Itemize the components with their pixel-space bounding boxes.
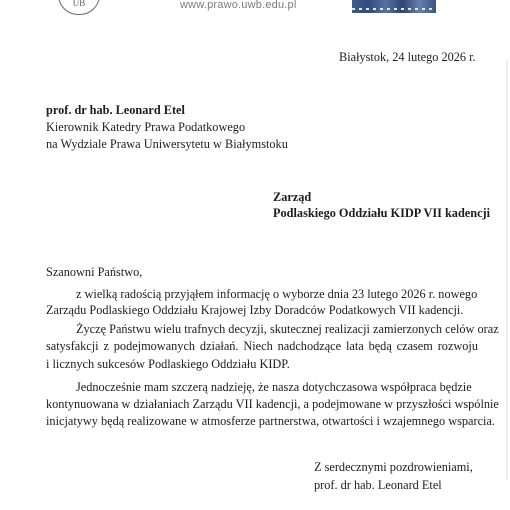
- body-line: inicjatywy będą realizowane w atmosferze partnerstwa, otwartości i wzajemnego wsparcia.: [46, 414, 495, 428]
- university-logo: [58, 0, 100, 15]
- website-address: www.prawo.uwb.edu.pl: [180, 0, 297, 11]
- page-edge: [506, 60, 508, 480]
- place-date: Białystok, 24 lutego 2026 r.: [339, 50, 476, 64]
- body-line: Jednocześnie mam szczerą nadzieję, że nasza dotychczasowa współpraca będzie: [76, 380, 472, 394]
- closing: Z serdecznymi pozdrowieniami,: [314, 460, 473, 474]
- letterhead: [0, 0, 510, 16]
- signature-name: prof. dr hab. Leonard Etel: [314, 478, 442, 492]
- body-line: Zarządu Podlaskiego Oddziału Krajowej Izby Doradców Podatkowych VII kadencji.: [46, 303, 464, 317]
- recipient-line1: Zarząd: [273, 190, 312, 204]
- body-line: Życzę Państwu wielu trafnych decyzji, skutecznej realizacji zamierzonych celów oraz: [76, 322, 499, 336]
- sender-position-line2: na Wydziale Prawa Uniwersytetu w Białymstoku: [46, 137, 288, 151]
- sender-name: prof. dr hab. Leonard Etel: [46, 103, 185, 117]
- salutation: Szanowni Państwo,: [46, 265, 143, 279]
- sender-position-line1: Kierownik Katedry Prawa Podatkowego: [46, 120, 246, 134]
- logo-mark: UB: [72, 0, 86, 8]
- body-line: satysfakcji z podejmowanych działań. Niech nadchodzące lata będą czasem rozwoju: [46, 339, 478, 353]
- header-photo: [352, 0, 436, 13]
- body-line: kontynuowana w działaniach Zarządu VII kadencji, a podejmowane w przyszłości wspólnie: [46, 397, 499, 411]
- body-line: i licznych sukcesów Podlaskiego Oddziału KIDP.: [46, 357, 290, 371]
- body-line: z wielką radością przyjąłem informację o wyborze dnia 23 lutego 2026 r. nowego: [76, 287, 478, 301]
- recipient-line2: Podlaskiego Oddziału KIDP VII kadencji: [273, 206, 491, 220]
